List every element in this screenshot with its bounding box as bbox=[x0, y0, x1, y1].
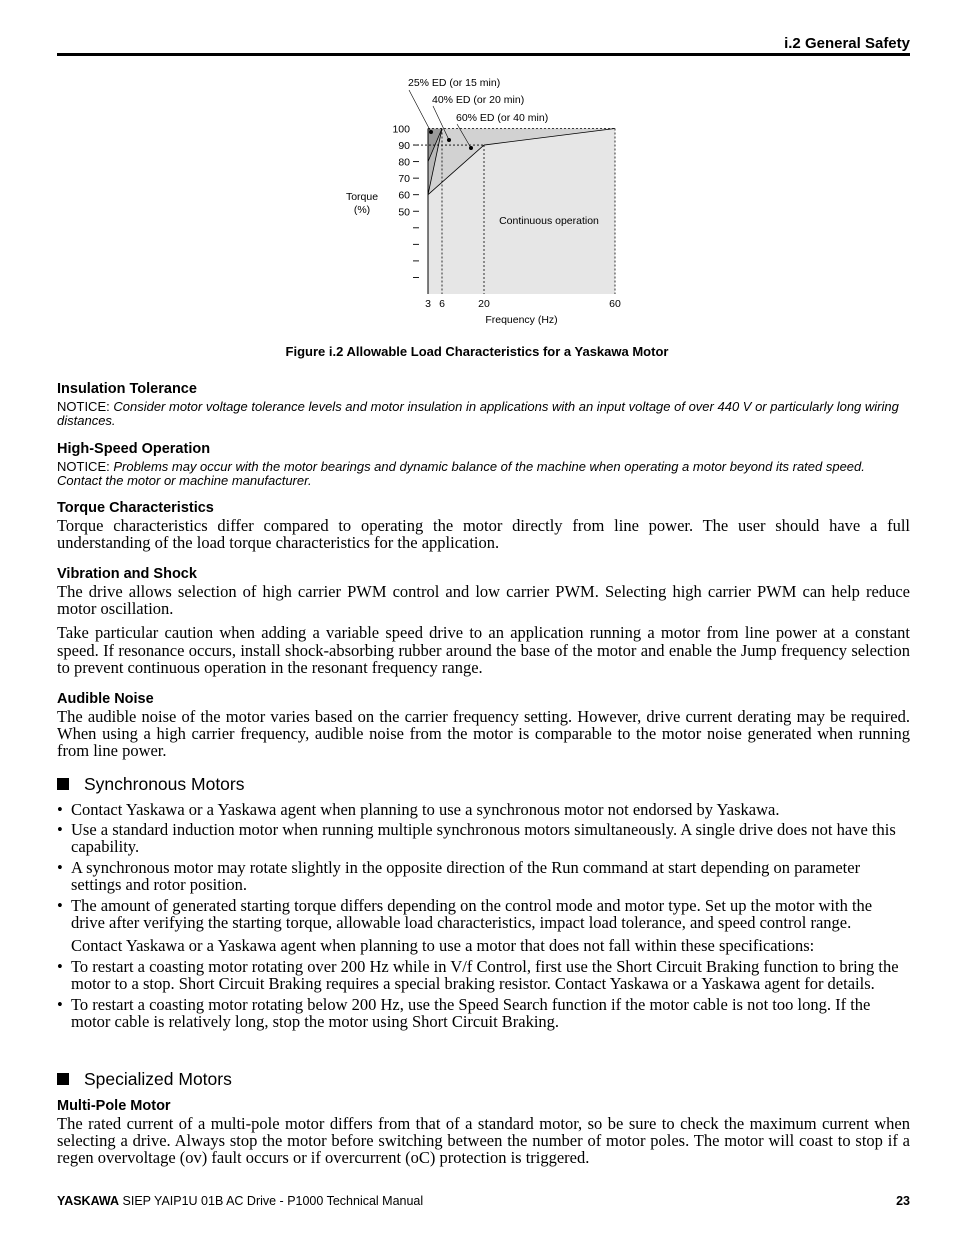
y-tick-label-90: 90 bbox=[398, 140, 410, 153]
y-axis-unit: (%) bbox=[353, 204, 371, 216]
section-insulation bbox=[57, 380, 910, 428]
heading-synchronous: Synchronous Motors bbox=[57, 773, 910, 795]
x-tick-label-6: 6 bbox=[439, 298, 445, 310]
point-40-ed bbox=[447, 138, 451, 142]
paragraph-audible: The audible noise of the motor varies based on the carrier frequency setting. However, drive current derating may be required. When using a high carrier frequency, audible noise from the motor is comparable to the motor noise generated when running from line power. bbox=[57, 707, 910, 761]
footer bbox=[57, 1194, 910, 1208]
figure-caption: Figure i.2 Allowable Load Characteristics for a Yaskawa Motor bbox=[285, 344, 669, 359]
list-item: • Use a standard induction motor when running multiple synchronous motors simultaneously. A single drive does not have this capability. bbox=[57, 819, 896, 856]
paragraph-vibration-1: The drive allows selection of high carrier PWM control and low carrier PWM. Selecting high carrier PWM can help reduce motor oscillation. bbox=[57, 582, 910, 619]
heading-audible: Audible Noise bbox=[57, 691, 154, 707]
y-tick-label-100: 100 bbox=[392, 123, 410, 136]
x-tick-label-60: 60 bbox=[609, 298, 621, 310]
y-tick-label-80: 80 bbox=[398, 156, 410, 169]
y-axis-label: Torque bbox=[345, 191, 379, 203]
synchronous-list bbox=[57, 801, 910, 932]
notice-text: Consider motor voltage tolerance levels and motor insulation in applications with an input voltage of over 440 V or particularly long wiring distances. bbox=[57, 399, 899, 428]
y-tick-label-50: 50 bbox=[398, 206, 410, 219]
list-item: • Contact Yaskawa or a Yaskawa agent when planning to use a synchronous motor not endorsed by Yaskawa. bbox=[57, 800, 780, 819]
square-bullet-icon bbox=[57, 778, 69, 790]
section-title: i.2 General Safety bbox=[784, 35, 910, 52]
point-60-ed bbox=[469, 146, 473, 150]
synchronous-list-2 bbox=[57, 958, 910, 1031]
notice-high-speed bbox=[57, 460, 910, 488]
load-characteristics-chart bbox=[0, 0, 954, 340]
heading-insulation: Insulation Tolerance bbox=[57, 381, 197, 397]
y-tick-label-60: 60 bbox=[398, 189, 410, 202]
notice-label: NOTICE: bbox=[57, 459, 110, 474]
notice-label: NOTICE: bbox=[57, 399, 110, 414]
heading-torque: Torque Characteristics bbox=[57, 500, 214, 516]
square-bullet-icon bbox=[57, 1073, 69, 1085]
annotation-25-ed: 25% ED (or 15 min) bbox=[408, 77, 501, 89]
paragraph-multi-pole: The rated current of a multi-pole motor differs from that of a standard motor, so be sure to check the maximum current when selecting a drive. Always stop the motor before switching between the number of motor poles. The motor will coast to stop if a regen overvoltage (ov) fault occurs or if overcurrent (oC) protection is triggered. bbox=[57, 1114, 910, 1168]
section-audible bbox=[57, 690, 910, 760]
page-number: 23 bbox=[896, 1194, 910, 1208]
section-high-speed bbox=[57, 440, 910, 488]
footer-doc-title: SIEP YAIP1U 01B AC Drive - P1000 Technical Manual bbox=[119, 1194, 424, 1208]
section-specialized bbox=[57, 1068, 910, 1167]
notice-text: Problems may occur with the motor bearings and dynamic balance of the machine when operating a motor beyond its rated speed. Contact the motor or machine manufacturer. bbox=[57, 459, 865, 488]
heading-multi-pole: Multi-Pole Motor bbox=[57, 1098, 171, 1114]
y-tick-label-70: 70 bbox=[398, 173, 410, 186]
list-item: • To restart a coasting motor rotating below 200 Hz, use the Speed Search function if the motor cable is not too long. If the motor cable is relatively long, stop the motor using Short Circuit Braking. bbox=[57, 994, 871, 1032]
point-25-ed bbox=[429, 130, 433, 134]
leader-25-ed bbox=[409, 90, 431, 132]
paragraph-vibration-2: Take particular caution when adding a variable speed drive to an application running a motor from line power at a constant speed. If resonance occurs, install shock-absorbing rubber around the base of the motor and enable the Jump frequency selection to prevent continuous operation in the resonant frequency range. bbox=[57, 623, 910, 677]
list-item: • The amount of generated starting torque differs depending on the control mode and motor type. Set up the motor with the drive after verifying the starting torque, allowable load characteristics, impact load tolerance, and speed control range. bbox=[57, 895, 873, 932]
x-tick-label-20: 20 bbox=[478, 298, 490, 310]
paragraph-torque: Torque characteristics differ compared to operating the motor directly from line power. The user should have a full understanding of the load torque characteristics for the application. bbox=[57, 516, 910, 553]
notice-insulation bbox=[57, 400, 910, 428]
annotation-60-ed: 60% ED (or 40 min) bbox=[456, 112, 549, 124]
x-axis-label: Frequency (Hz) bbox=[485, 314, 558, 326]
list-item: • A synchronous motor may rotate slightly in the opposite direction of the Run command at start depending on parameter settings and rotor position. bbox=[57, 857, 861, 894]
heading-specialized: Specialized Motors bbox=[57, 1068, 910, 1090]
section-vibration bbox=[57, 565, 910, 676]
continuous-operation-label: Continuous operation bbox=[499, 215, 599, 227]
heading-high-speed: High-Speed Operation bbox=[57, 441, 211, 457]
section-torque bbox=[57, 499, 910, 551]
heading-vibration: Vibration and Shock bbox=[57, 566, 197, 582]
annotation-40-ed: 40% ED (or 20 min) bbox=[432, 94, 525, 106]
list-item: • To restart a coasting motor rotating over 200 Hz while in V/f Control, first use the Short Circuit Braking function to bring the motor to a stop. Short Circuit Braking requires a special braking resistor. Contact Yaskawa or a Yaskawa agent for details. bbox=[57, 956, 899, 994]
x-tick-label-3: 3 bbox=[425, 298, 431, 310]
section-synchronous bbox=[57, 773, 910, 1031]
footer-brand: YASKAWA bbox=[57, 1194, 120, 1208]
paragraph-synchronous-note: Contact Yaskawa or a Yaskawa agent when planning to use a motor that does not fall within these specifications: bbox=[71, 935, 815, 955]
